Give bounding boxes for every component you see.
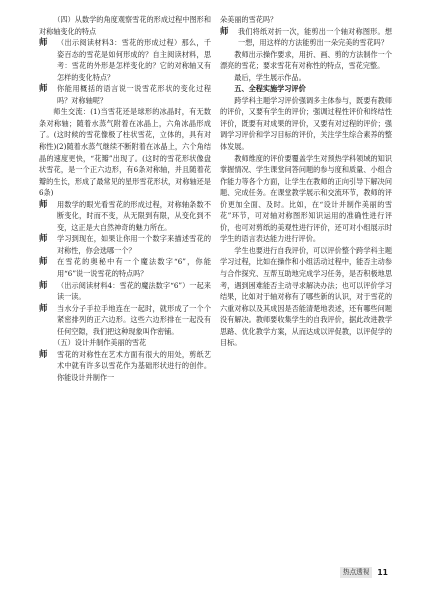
speaker-label: 师 bbox=[39, 302, 48, 313]
paragraph-continued: 朵美丽的雪花吗？ bbox=[220, 15, 278, 24]
speaker-label: 师 bbox=[220, 25, 229, 36]
speaker-label: 师 bbox=[39, 37, 48, 48]
teacher-turn bbox=[39, 256, 211, 279]
left-column bbox=[39, 14, 211, 384]
teacher-text: 学习到现在，如果让你用一个数字来描述雪花的对称性，你会选哪一个？ bbox=[57, 234, 211, 255]
teacher-turn bbox=[39, 83, 211, 106]
teacher-text: 雪花的对称性在艺术方面有很大的用处，剪纸艺术中就有许多以雪花作为基础形状进行的创作。你能设计并制作一 bbox=[57, 349, 211, 382]
speaker-label: 师 bbox=[39, 256, 48, 267]
teacher-text: 我们将纸对折一次，能剪出一个轴对称图形。想一想，用这样的方法能剪出一朵完美的雪花吗？ bbox=[238, 26, 392, 48]
speaker-label: 师 bbox=[39, 198, 48, 209]
teacher-turn bbox=[39, 37, 211, 83]
teacher-text: 当水分子手拉手地连在一起时，就形成了一个个紧密排列的正六边形。这些六边形排在一起没有任何空隙，我们把这种现象叫作密铺。 bbox=[57, 303, 211, 336]
teacher-turn bbox=[39, 233, 211, 256]
teacher-text: 你能用概括的语言说一说雪花形状的变化过程吗？对称轴呢？ bbox=[57, 84, 211, 105]
teacher-turn bbox=[39, 280, 211, 303]
paragraph: 教师维度的评价要覆盖学生对预热学科领域的知识掌握情况、学生课堂问答问题的参与度和质量、小组合作能力等各个方面，让学生在教师的正向引导下解决问题、完成任务。在课堂教学展示和交流环节，教师的评价更加全面、及时。比如，在“设计并制作美丽的雪花”环节，可对轴对称图形知识运用的准确性进行评价，也可对剪纸的美观性进行评价，还可对小组展示时学生的语言表达能力进行评价。 bbox=[220, 153, 392, 244]
paragraph: 师生交流：(1)当雪花还是球形的冰晶时，有无数条对称轴；随着水蒸气附着在冰晶上，六角冰晶形成了。(这时候的雪花像极了柱状雪花，立体的，具有对称性)(2)随着水蒸气继续不断附着在冰晶上，六个角结晶的速度更快，“花瓣”出现了。(这时的雪花形状像盘状雪花，是一个正六边形，有6条对称轴，并且随着花瓣的生长，形成了最常见的星形雪花形状，对称轴还是6条) bbox=[39, 107, 211, 198]
subsection-heading: （四）从数学的角度观察雪花的形成过程中图形和对称轴变化的特点 bbox=[39, 15, 211, 36]
paragraph: 学生也要进行自我评价，可以评价整个跨学科主题学习过程，比如在操作和小组活动过程中，能否主动参与合作探究、互帮互助地完成学习任务，是否积极地思考，遇到困难能否主动寻求解决办法；也可以评价学习结果，比如对于轴对称有了哪些新的认识，对于雪花的六重对称以及其成因是否能清楚地表述，还有哪些问题没有解决。教师要收集学生的自我评价，据此改进教学思路、优化教学方案，从而达成以评促教，以评促学的目标。 bbox=[220, 245, 392, 348]
paragraph: 最后，学生展示作品。 bbox=[234, 72, 306, 82]
teacher-turn bbox=[39, 303, 211, 338]
page-number: 11 bbox=[377, 568, 388, 577]
speaker-label: 师 bbox=[39, 233, 48, 244]
teacher-text: 用数学的眼光看雪花的形成过程，对称轴条数不断变化，时而不变，从无限到有限，从变化到不变，这正是大自然神奇的魅力所在。 bbox=[57, 199, 211, 232]
teacher-turn bbox=[39, 199, 211, 234]
speaker-label: 师 bbox=[39, 348, 48, 359]
teacher-turn bbox=[220, 26, 392, 49]
teacher-text: 在雪花的奥秘中有一个魔法数字“6”，你能用“6”说一说雪花的特点吗？ bbox=[57, 257, 211, 279]
speaker-label: 师 bbox=[39, 279, 48, 290]
page-footer bbox=[340, 567, 394, 578]
section-tag: 热点透视 bbox=[340, 567, 372, 578]
right-column bbox=[220, 14, 392, 349]
teacher-text: （出示阅读材料4：雪花的魔法数字“6”）一起来读一读。 bbox=[57, 280, 211, 302]
paragraph: 跨学科主题学习评价强调多主体参与，既要有教师的评价，又要有学生的评价；强调过程性评价和终结性评价，既要有对成果的评价，又要有对过程的评价；强调学习评价和学习目标的评价，关注学生综合素养的整体发展。 bbox=[220, 95, 392, 152]
teacher-turn bbox=[39, 349, 211, 384]
subsection-heading: （五）设计并制作美丽的雪花 bbox=[53, 338, 147, 348]
speaker-label: 师 bbox=[39, 83, 48, 94]
teacher-text: （出示阅读材料3：雪花的形成过程）那么，千姿百态的雪花是如何形成的？自主阅读材料，思考：雪花的外形是怎样变化的？它的对称轴又有怎样的变化特点？ bbox=[57, 38, 211, 82]
paragraph: 教师出示操作要求，用折、画、剪的方法制作一个漂亮的雪花；要求雪花有对称性的特点，雪花完整。 bbox=[220, 49, 392, 71]
section-heading: 五、全程实施学习评价 bbox=[234, 84, 306, 94]
